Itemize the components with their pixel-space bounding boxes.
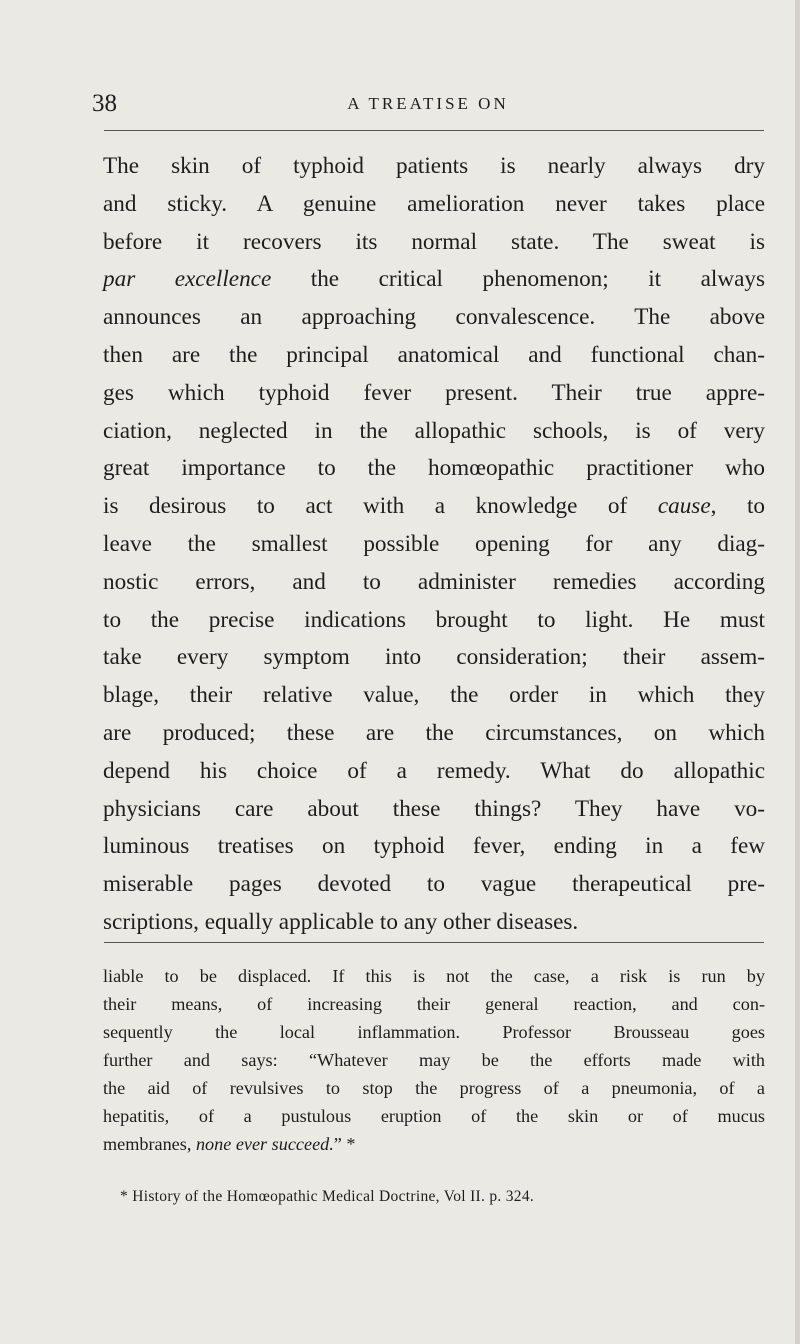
note-line: their means, of increasing their general reaction, and con-: [103, 994, 765, 1014]
footnote-rule: [104, 942, 764, 943]
text-line: The skin of typhoid patients is nearly always dry: [103, 153, 765, 179]
note-line: sequently the local inflammation. Professor Brousseau goes: [103, 1022, 765, 1042]
text-line-italic: is desirous to act with a knowledge of cause, to: [103, 493, 765, 520]
text-line: announces an approaching convalescence. The above: [103, 304, 765, 331]
text-line: physicians care about these things? They have vo-: [103, 795, 765, 822]
text-line: nostic errors, and to administer remedies according: [103, 568, 765, 595]
page-edge: [795, 0, 800, 1344]
running-header: [92, 90, 764, 120]
note-line: further and says: “Whatever may be the efforts made with: [103, 1050, 765, 1070]
running-title: A TREATISE ON: [347, 94, 509, 113]
note-line-italic: membranes, none ever succeed.” *: [103, 1134, 356, 1154]
note-line: the aid of revulsives to stop the progress of a pneumonia, of a: [103, 1078, 765, 1098]
header-rule: [104, 130, 764, 131]
note-line: hepatitis, of a pustulous eruption of the skin or of mucus: [103, 1106, 765, 1126]
note-line: liable to be displaced. If this is not the case, a risk is run by: [103, 966, 765, 986]
text-line: miserable pages devoted to vague therapeutical pre-: [103, 871, 765, 898]
main-text: [103, 148, 765, 942]
text-line: blage, their relative value, the order in which they: [103, 682, 765, 709]
text-line: depend his choice of a remedy. What do allopathic: [103, 757, 765, 784]
text-line: scriptions, equally applicable to any other diseases.: [103, 908, 579, 935]
footnote-continuation: [103, 962, 765, 1158]
text-line: ges which typhoid fever present. Their true appre-: [103, 379, 765, 406]
text-line: ciation, neglected in the allopathic schools, is of very: [103, 417, 765, 444]
text-line: luminous treatises on typhoid fever, ending in a few: [103, 833, 765, 860]
text-line: leave the smallest possible opening for any diag-: [103, 530, 765, 557]
text-line: before it recovers its normal state. The sweat is: [103, 228, 765, 255]
text-line: then are the principal anatomical and functional chan-: [103, 341, 765, 368]
text-line: are produced; these are the circumstances, on which: [103, 719, 765, 746]
text-line: great importance to the homœopathic practitioner who: [103, 455, 765, 482]
text-line: to the precise indications brought to light. He must: [103, 606, 765, 633]
page-number: 38: [92, 90, 117, 117]
text-line: and sticky. A genuine amelioration never takes place: [103, 190, 765, 217]
text-line-italic: par excellence the critical phenomenon; it always: [103, 266, 765, 293]
text-line: take every symptom into consideration; their assem-: [103, 644, 765, 671]
citation-footnote: * History of the Homœopathic Medical Doctrine, Vol II. p. 324.: [120, 1188, 535, 1205]
